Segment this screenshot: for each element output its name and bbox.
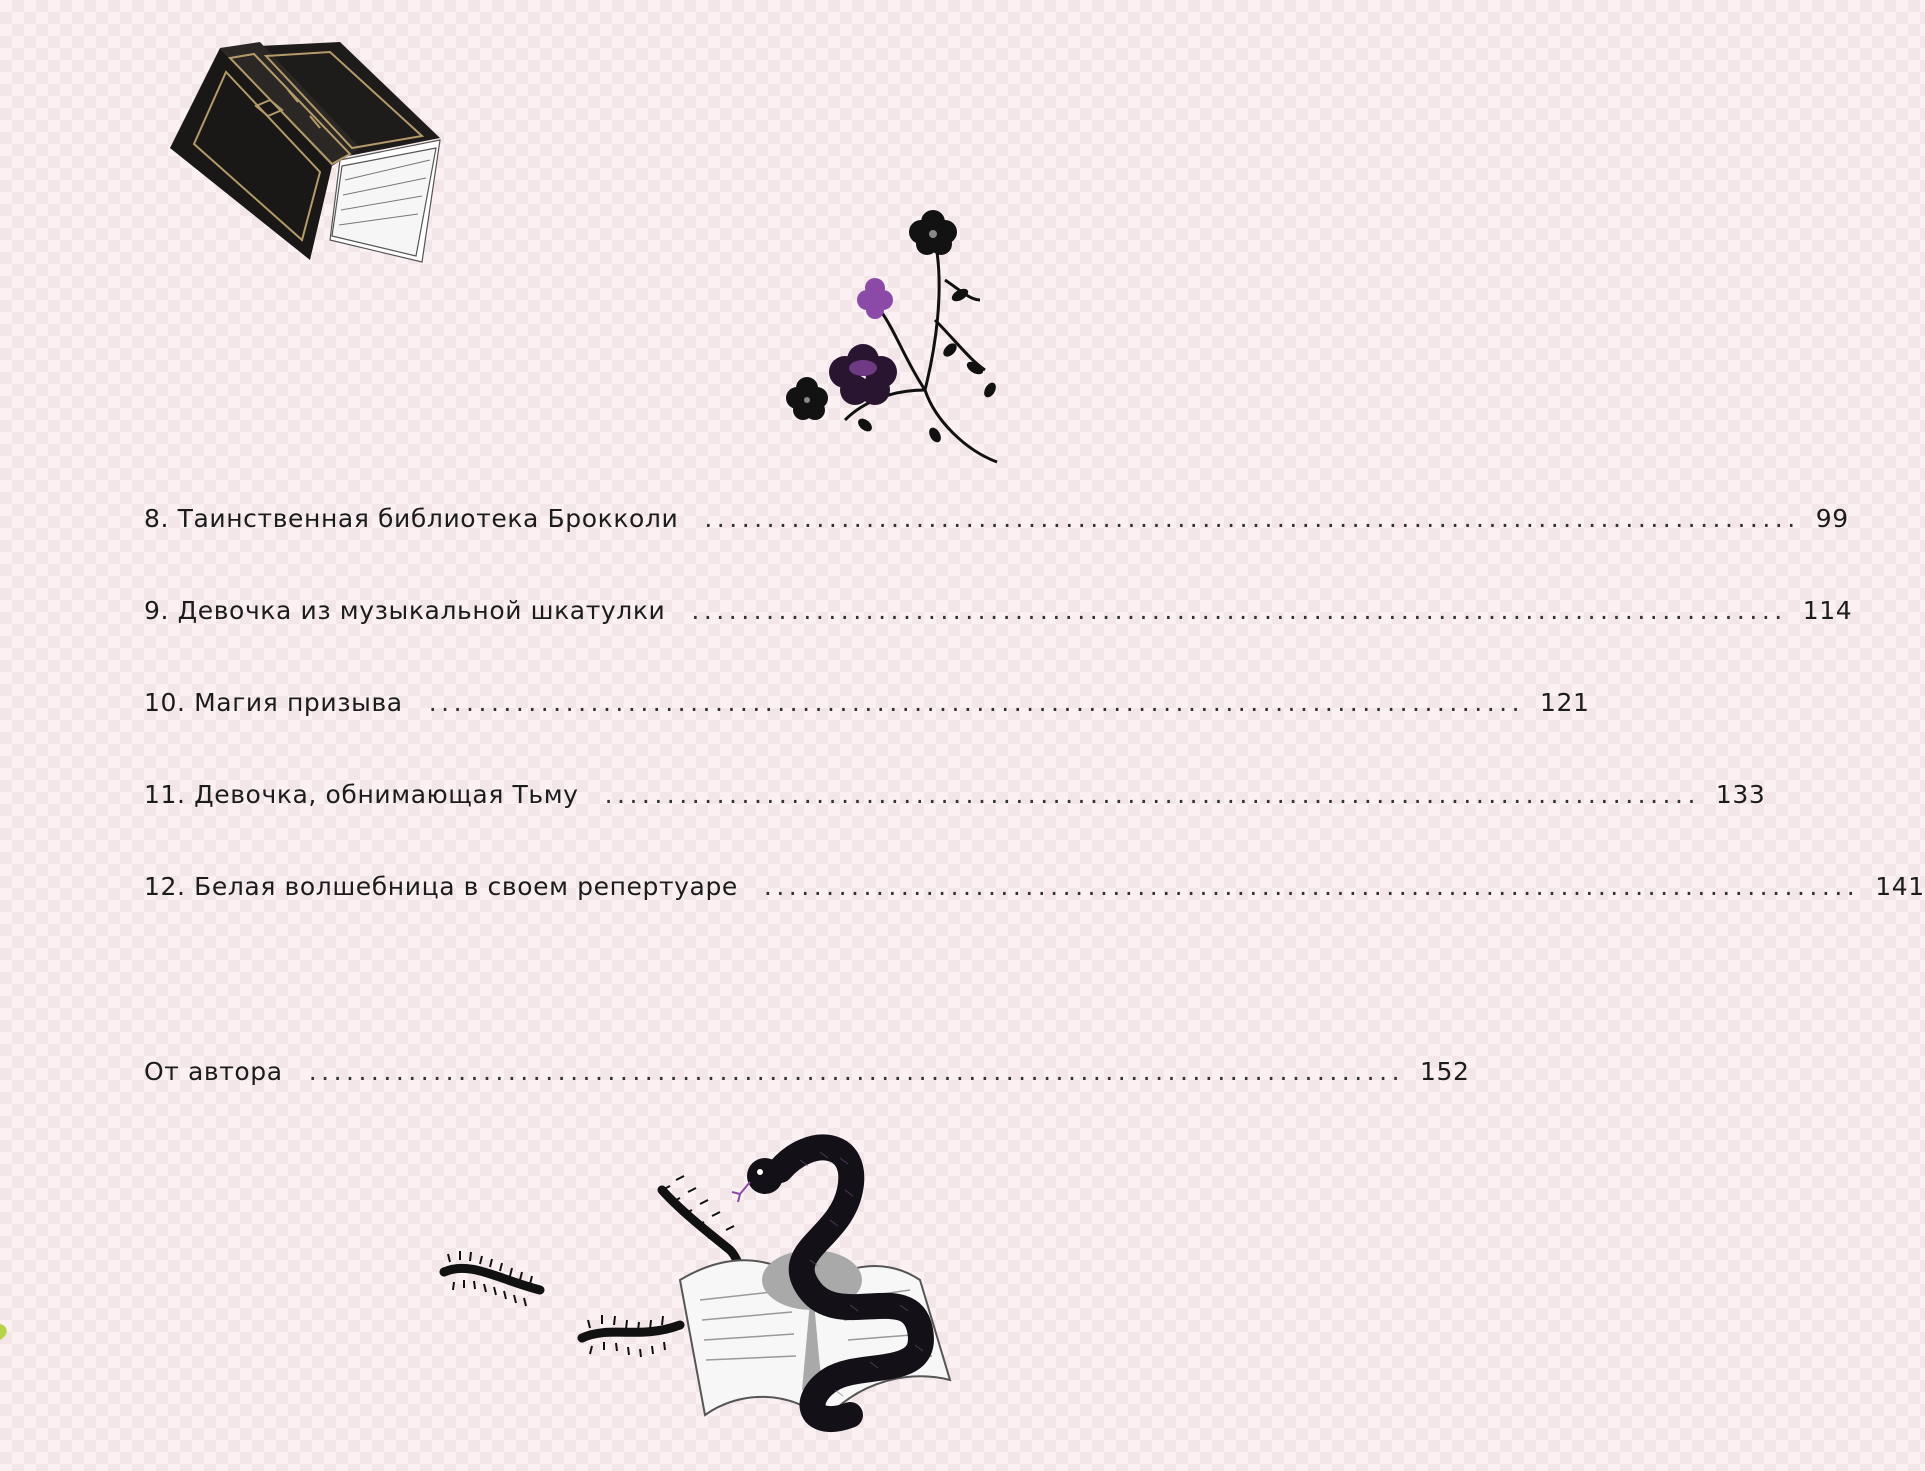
- toc-entry[interactable]: [144, 688, 1590, 728]
- toc-dot-leader: ........................................................................................: [428, 688, 1525, 717]
- toc-dot-leader: ........................................................................................: [704, 504, 1800, 533]
- closed-book-icon: [160, 30, 460, 270]
- toc-entry-title: 9. Девочка из музыкальной шкатулки: [144, 596, 666, 625]
- toc-dot-leader: ........................................................................................: [308, 1057, 1405, 1086]
- toc-entry-page: 114: [1802, 596, 1853, 625]
- toc-entry-title: 11. Девочка, обнимающая Тьму: [144, 780, 579, 809]
- leaf-fragment-icon: [0, 1322, 12, 1342]
- toc-entry[interactable]: [144, 780, 1766, 820]
- toc-entry[interactable]: [144, 504, 1849, 544]
- toc-entry-title: 8. Таинственная библиотека Брокколи: [144, 504, 679, 533]
- toc-entry-page: 133: [1715, 780, 1766, 809]
- toc-entry-page: 99: [1815, 504, 1849, 533]
- toc-entry-title: 12. Белая волшебница в своем репертуаре: [144, 872, 738, 901]
- toc-entry-page: 152: [1420, 1057, 1470, 1086]
- toc-entry-title: От автора: [144, 1057, 283, 1086]
- toc-dot-leader: ........................................................................................: [763, 872, 1860, 901]
- toc-entry[interactable]: [144, 596, 1853, 636]
- toc-entry-page: 121: [1540, 688, 1590, 717]
- toc-entry[interactable]: [144, 1057, 1470, 1097]
- toc-dot-leader: ........................................................................................: [604, 780, 1700, 809]
- toc-dot-leader: ........................................................................................: [691, 596, 1787, 625]
- toc-entry[interactable]: [144, 872, 1925, 912]
- rose-branch-icon: [785, 200, 1000, 470]
- toc-entry-title: 10. Магия призыва: [144, 688, 403, 717]
- toc-entry-page: 141: [1875, 872, 1925, 901]
- snake-and-open-book-icon: [430, 1130, 990, 1440]
